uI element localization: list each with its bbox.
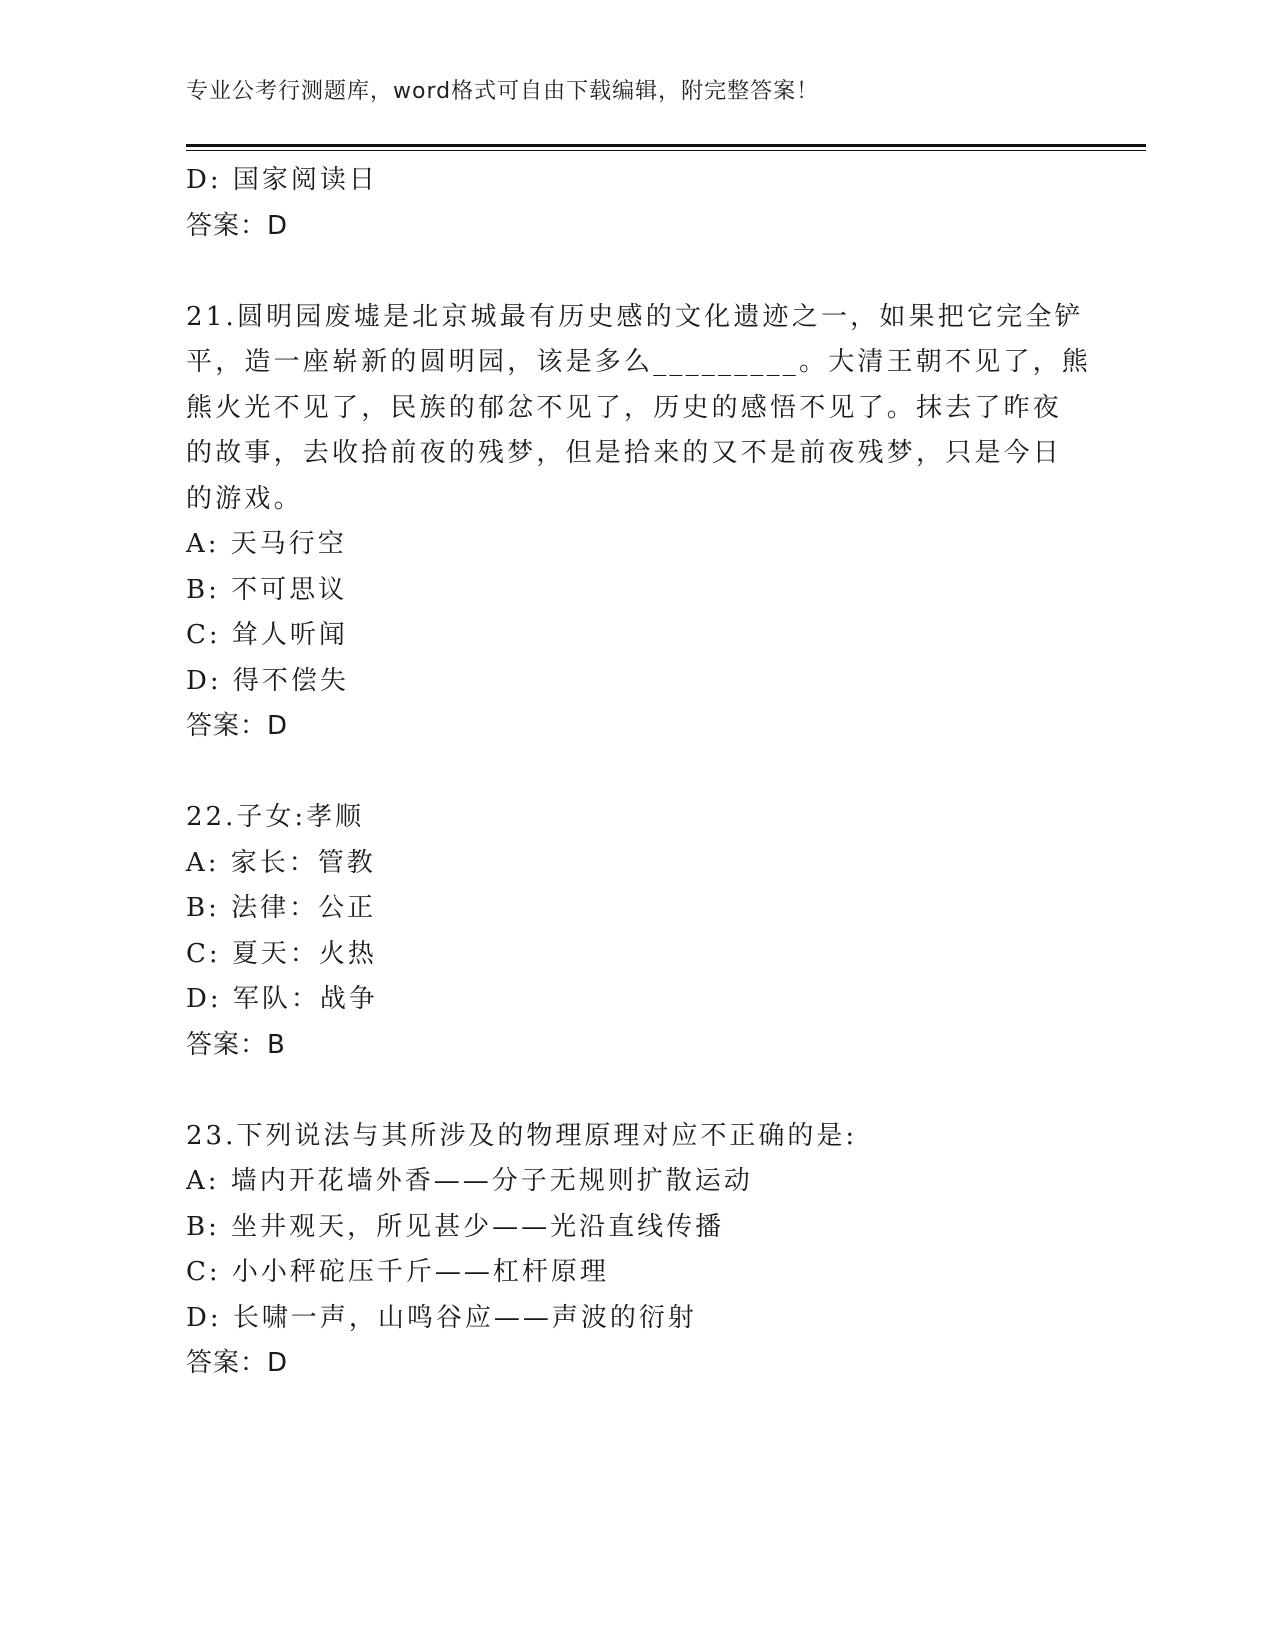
page-header: 专业公考行测题库，word格式可自由下载编辑，附完整答案！ [186, 79, 820, 104]
prev-option-d: D: 国家阅读日 [186, 165, 378, 195]
question-23-option-c: C: 小小秤砣压千斤——杠杆原理 [186, 1257, 609, 1287]
prev-answer: 答案：D [186, 210, 289, 241]
header-rule-thick [186, 144, 1146, 147]
document-body [186, 158, 1092, 1387]
spacer [186, 249, 1086, 295]
question-23-option-a: A: 墙内开花墙外香——分子无规则扩散运动 [186, 1166, 753, 1196]
spacer [186, 750, 1086, 796]
header-rule-thin [186, 150, 1146, 151]
question-22-answer: 答案：B [186, 1029, 286, 1060]
question-21-line: 熊火光不见了，民族的郁忿不见了，历史的感悟不见了。抹去了昨夜 [186, 392, 1063, 423]
question-21-option-b: B: 不可思议 [186, 574, 348, 605]
question-21-option-a: A: 天马行空 [186, 529, 347, 559]
question-22-option-d: D: 军队：战争 [186, 984, 378, 1014]
question-21-line: 平，造一座崭新的圆明园，该是多么_________。大清王朝不见了，熊 [186, 347, 1092, 377]
question-21-line: 的游戏。 [186, 483, 303, 514]
question-21-option-d: D: 得不偿失 [186, 665, 349, 696]
question-21-answer: 答案：D [186, 711, 289, 741]
question-23-option-d: D: 长啸一声，山鸣谷应——声波的衍射 [186, 1302, 697, 1333]
question-23-answer: 答案：D [186, 1348, 289, 1378]
question-21-stem [186, 295, 1092, 523]
question-23-stem: 23.下列说法与其所涉及的物理原理对应不正确的是: [186, 1120, 858, 1151]
question-22-stem: 22.子女:孝顺 [186, 802, 365, 832]
question-22-option-a: A: 家长：管教 [186, 847, 376, 878]
question-21-line: 的故事，去收拾前夜的残梦，但是拾来的又不是前夜残梦，只是今日 [186, 438, 1063, 468]
question-21-option-c: C: 耸人听闻 [186, 620, 348, 650]
question-23-option-b: B: 坐井观天，所见甚少——光沿直线传播 [186, 1211, 725, 1242]
spacer [186, 1068, 1086, 1114]
question-22-option-b: B: 法律：公正 [186, 893, 377, 923]
question-22-option-c: C: 夏天：火热 [186, 938, 377, 969]
question-21-line: 21.圆明园废墟是北京城最有历史感的文化遗迹之一，如果把它完全铲 [186, 301, 1084, 332]
